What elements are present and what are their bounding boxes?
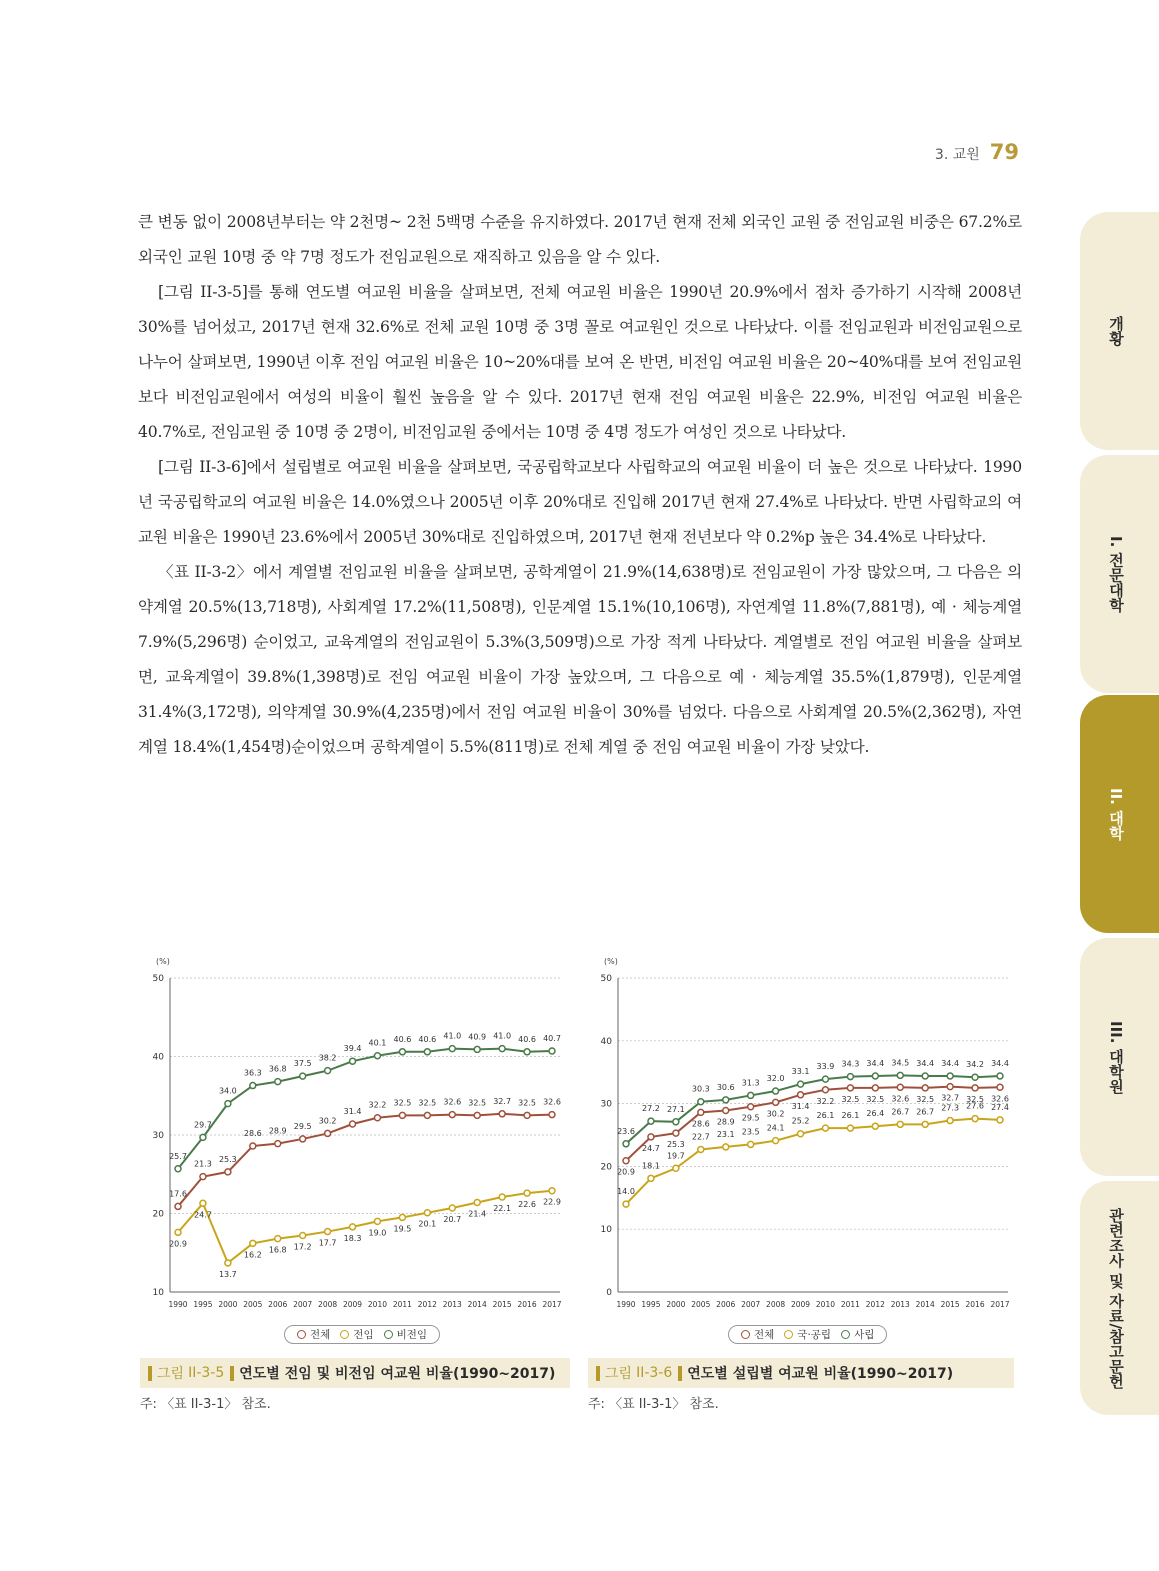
data-label: 32.2: [368, 1100, 387, 1110]
paragraph: [그림 II-3-5]를 통해 연도별 여교원 비율을 살펴보면, 전체 여교원 비율은 1990년 20.9%에서 점차 증가하기 시작해 2008년 30%를 넘어섰고, 2017년 현재 32.6%로 전체 교원 10명 중 3명 꼴로 여교원인 것으로 나타났다. 이를 전임교원과 비전임교원으로 나누어 살펴보면, 1990년 이후 전임 여교원 비율은 10~20%대를 보여 온 반면, 비전임 여교원 비율은 20~40%대를 보여 전임교원보다 비전임교원에서 여성의 비율이 훨씬 높음을 알 수 있다. 2017년 현재 전임 여교원 비율은 22.9%, 비전임 여교원 비율은 40.7%로, 전임교원 중 10명 중 2명이, 비전임교원 중에서는 10명 중 4명 정도가 여성인 것으로 나타났다.: [138, 283, 1022, 441]
x-tick-label: 2012: [865, 1300, 885, 1309]
data-point: [673, 1130, 679, 1136]
data-label: 40.6: [518, 1034, 536, 1044]
data-point: [997, 1084, 1003, 1090]
data-point: [200, 1200, 206, 1206]
data-point: [822, 1087, 828, 1093]
data-label: 27.6: [966, 1101, 984, 1111]
tab-university[interactable]: [1080, 695, 1159, 933]
data-label: 20.1: [418, 1219, 437, 1229]
data-point: [374, 1053, 380, 1059]
figure-title: 연도별 설립별 여교원 비율(1990~2017): [687, 1366, 954, 1382]
x-tick-label: 2017: [990, 1300, 1010, 1309]
data-label: 17.6: [169, 1189, 187, 1199]
data-label: 20.7: [443, 1215, 462, 1225]
y-tick-label: 20: [152, 1209, 164, 1220]
data-label: 24.1: [766, 1123, 785, 1133]
data-point: [673, 1165, 679, 1171]
data-point: [822, 1076, 828, 1082]
data-label: 16.8: [268, 1245, 287, 1255]
data-label: 25.3: [218, 1154, 237, 1164]
data-label: 25.2: [791, 1116, 810, 1126]
data-label: 24.7: [642, 1143, 660, 1153]
data-label: 34.3: [841, 1059, 860, 1069]
data-label: 40.9: [468, 1032, 487, 1042]
data-label: 19.0: [368, 1228, 387, 1238]
legend-item: 사립: [841, 1327, 874, 1342]
data-point: [798, 1131, 804, 1137]
x-tick-label: 2010: [367, 1300, 388, 1309]
data-point: [474, 1112, 480, 1118]
data-point: [499, 1194, 505, 1200]
data-point: [275, 1236, 281, 1242]
data-point: [623, 1141, 629, 1147]
data-point: [847, 1085, 853, 1091]
data-label: 33.1: [791, 1067, 810, 1077]
data-label: 23.5: [741, 1127, 760, 1137]
data-label: 34.4: [916, 1058, 935, 1068]
data-label: 27.3: [941, 1103, 960, 1113]
data-label: 19.5: [393, 1224, 412, 1234]
data-label: 25.7: [169, 1151, 187, 1161]
tab-junior-college[interactable]: [1080, 455, 1159, 693]
y-unit-label: (%): [604, 957, 618, 966]
data-point: [648, 1134, 654, 1140]
tab-label: I. 전문대학: [1107, 535, 1125, 613]
figure-note: 주: 〈표 II-3-1〉 참조.: [140, 1397, 271, 1412]
data-point: [798, 1092, 804, 1098]
data-label: 40.1: [368, 1038, 387, 1048]
x-tick-label: 2007: [741, 1300, 761, 1309]
data-point: [972, 1074, 978, 1080]
data-point: [698, 1099, 704, 1105]
data-label: 22.9: [543, 1197, 561, 1207]
data-point: [549, 1048, 555, 1054]
x-tick-label: 2016: [965, 1300, 985, 1309]
data-point: [399, 1214, 405, 1220]
data-label: 18.3: [343, 1233, 362, 1243]
data-point: [250, 1240, 256, 1246]
data-label: 32.5: [866, 1094, 885, 1104]
y-tick-label: 50: [152, 974, 164, 984]
y-tick-label: 40: [600, 1036, 612, 1047]
data-label: 21.4: [468, 1209, 487, 1219]
data-point: [897, 1072, 903, 1078]
x-tick-label: 2009: [790, 1300, 811, 1309]
data-label: 41.0: [493, 1031, 512, 1041]
data-point: [897, 1121, 903, 1127]
data-point: [524, 1049, 530, 1055]
y-tick-label: 30: [600, 1099, 612, 1110]
x-tick-label: 2015: [940, 1300, 960, 1309]
data-label: 13.7: [218, 1269, 237, 1279]
data-point: [947, 1118, 953, 1124]
figure-note: 주: 〈표 II-3-1〉 참조.: [588, 1397, 719, 1412]
body-text: [138, 205, 1022, 765]
data-label: 20.9: [617, 1167, 635, 1177]
data-label: 17.2: [293, 1242, 312, 1252]
data-point: [972, 1085, 978, 1091]
data-point: [872, 1073, 878, 1079]
data-label: 30.2: [766, 1109, 785, 1119]
data-point: [300, 1136, 306, 1142]
legend-item: 전체: [297, 1327, 330, 1342]
y-tick-label: 20: [600, 1162, 612, 1173]
page-number: 79: [989, 140, 1019, 164]
data-label: 32.0: [766, 1074, 785, 1084]
data-point: [748, 1092, 754, 1098]
x-tick-label: 2000: [218, 1300, 238, 1309]
data-point: [524, 1190, 530, 1196]
data-label: 32.6: [443, 1097, 462, 1107]
data-point: [275, 1079, 281, 1085]
data-label: 30.6: [716, 1082, 735, 1092]
x-tick-label: 1995: [193, 1300, 213, 1309]
x-tick-label: 2006: [716, 1300, 736, 1309]
data-label: 26.4: [866, 1109, 885, 1119]
paragraph: 〈표 II-3-2〉에서 계열별 전임교원 비율을 살펴보면, 공학계열이 21.9%(14,638명)로 전임교원이 가장 많았으며, 그 다음은 의약계열 20.5%(13,718명), 사회계열 17.2%(11,508명), 인문계열 15.1%(10,106명), 자연계열 11.8%(7,881명), 예 · 체능계열 7.9%(5,296명) 순이었고, 교육계열의 전임교원이 5.3%(3,509명)으로 가장 적게 나타났다. 계열별로 전임 여교원 비율을 살펴보면, 교육계열이 39.8%(1,398명)로 전임 여교원 비율이 가장 높았으며, 그 다음으로 예 · 체능계열 35.5%(1,879명), 인문계열 31.4%(3,172명), 의약계열 30.9%(4,235명)에서 전임 여교원 비율이 30%를 넘었다. 다음으로 사회계열 20.5%(2,362명), 자연계열 18.4%(1,454명)순이었으며 공학계열이 5.5%(811명)로 전체 계열 중 전임 여교원 비율이 가장 낮았다.: [138, 563, 1022, 756]
data-label: 26.7: [916, 1107, 935, 1117]
data-point: [175, 1166, 181, 1172]
data-label: 21.3: [194, 1159, 212, 1169]
series-line: [178, 1191, 552, 1263]
data-label: 32.2: [816, 1096, 835, 1106]
figure-caption: 그림 II-3-6 연도별 설립별 여교원 비율(1990~2017): [588, 1358, 1014, 1388]
data-label: 32.5: [468, 1098, 487, 1108]
data-point: [474, 1200, 480, 1206]
tab-label: 개황: [1107, 316, 1125, 346]
data-label: 34.5: [891, 1058, 910, 1068]
x-tick-label: 2008: [318, 1300, 338, 1309]
x-tick-label: 2010: [815, 1300, 836, 1309]
data-point: [773, 1088, 779, 1094]
data-point: [225, 1260, 231, 1266]
data-point: [947, 1073, 953, 1079]
data-label: 39.4: [343, 1044, 362, 1054]
legend: [284, 1325, 440, 1344]
data-label: 40.6: [418, 1034, 437, 1044]
data-point: [250, 1083, 256, 1089]
y-unit-label: (%): [156, 957, 170, 966]
data-label: 22.6: [518, 1200, 536, 1210]
data-label: 32.5: [418, 1098, 437, 1108]
data-label: 32.5: [916, 1094, 935, 1104]
data-label: 32.5: [393, 1098, 412, 1108]
legend-item: 전임: [340, 1327, 373, 1342]
data-point: [449, 1205, 455, 1211]
data-label: 32.7: [941, 1093, 960, 1103]
data-point: [449, 1112, 455, 1118]
data-label: 32.5: [966, 1094, 984, 1104]
data-label: 18.1: [642, 1161, 660, 1171]
data-point: [374, 1115, 380, 1121]
x-tick-label: 2013: [442, 1300, 462, 1309]
paragraph: [그림 II-3-6]에서 설립별로 여교원 비율을 살펴보면, 국공립학교보다 사립학교의 여교원 비율이 더 높은 것으로 나타났다. 1990년 국공립학교의 여교원 비율은 14.0%였으나 2005년 이후 20%대로 진입해 2017년 현재 27.4%로 나타났다. 반면 사립학교의 여교원 비율은 1990년 23.6%에서 2005년 30%대로 진입하였으며, 2017년 현재 전년보다 약 0.2%p 높은 34.4%로 나타났다.: [138, 458, 1022, 546]
data-label: 16.2: [243, 1250, 262, 1260]
data-point: [723, 1108, 729, 1114]
data-point: [499, 1046, 505, 1052]
y-tick-label: 10: [152, 1288, 164, 1298]
data-label: 22.7: [691, 1132, 710, 1142]
data-point: [374, 1218, 380, 1224]
legend-item: 국·공립: [784, 1327, 831, 1342]
data-label: 34.0: [218, 1086, 237, 1096]
data-point: [748, 1104, 754, 1110]
data-label: 29.5: [293, 1121, 312, 1131]
data-label: 33.9: [816, 1062, 835, 1072]
data-point: [947, 1084, 953, 1090]
data-point: [549, 1188, 555, 1194]
data-point: [922, 1073, 928, 1079]
x-tick-label: 2014: [467, 1300, 487, 1309]
data-point: [225, 1101, 231, 1107]
x-tick-label: 2005: [691, 1300, 711, 1309]
data-label: 32.6: [543, 1097, 561, 1107]
y-tick-label: 0: [606, 1288, 612, 1298]
tab-label: III. 대학원: [1107, 1020, 1125, 1094]
tab-label: 관련조사 및 자료/참고문헌: [1107, 1207, 1125, 1389]
data-point: [897, 1084, 903, 1090]
line-chart-by-establishment: [588, 952, 1018, 1322]
data-point: [922, 1121, 928, 1127]
data-label: 32.6: [891, 1094, 910, 1104]
data-point: [648, 1175, 654, 1181]
legend-item: 비전임: [384, 1327, 427, 1342]
data-point: [773, 1138, 779, 1144]
legend: [728, 1325, 887, 1344]
data-label: 32.6: [991, 1094, 1009, 1104]
data-label: 34.2: [966, 1060, 984, 1070]
data-point: [325, 1130, 331, 1136]
y-tick-label: 30: [152, 1131, 164, 1141]
data-point: [424, 1112, 430, 1118]
data-point: [350, 1121, 356, 1127]
data-point: [424, 1049, 430, 1055]
data-label: 29.7: [194, 1120, 212, 1130]
data-point: [549, 1112, 555, 1118]
y-tick-label: 50: [600, 974, 612, 984]
x-tick-label: 2013: [890, 1300, 910, 1309]
x-tick-label: 2007: [293, 1300, 313, 1309]
data-label: 27.2: [642, 1104, 660, 1114]
x-tick-label: 2011: [392, 1300, 412, 1309]
data-label: 32.5: [841, 1094, 860, 1104]
data-point: [325, 1229, 331, 1235]
data-point: [524, 1112, 530, 1118]
data-point: [200, 1134, 206, 1140]
data-point: [723, 1144, 729, 1150]
data-point: [623, 1158, 629, 1164]
data-point: [798, 1081, 804, 1087]
data-point: [648, 1118, 654, 1124]
data-label: 24.7: [194, 1210, 212, 1220]
y-tick-label: 40: [152, 1052, 164, 1063]
data-label: 41.0: [443, 1031, 462, 1041]
data-label: 31.4: [343, 1107, 362, 1117]
data-label: 34.4: [941, 1058, 960, 1068]
figure-caption: 그림 II-3-5 연도별 전임 및 비전임 여교원 비율(1990~2017): [140, 1358, 570, 1388]
data-point: [822, 1125, 828, 1131]
data-label: 27.4: [991, 1102, 1009, 1112]
x-tick-label: 1990: [616, 1300, 636, 1309]
data-point: [350, 1224, 356, 1230]
data-point: [922, 1085, 928, 1091]
data-point: [872, 1085, 878, 1091]
data-point: [350, 1058, 356, 1064]
data-point: [847, 1074, 853, 1080]
x-tick-label: 2006: [268, 1300, 288, 1309]
data-point: [175, 1229, 181, 1235]
data-label: 28.6: [243, 1128, 262, 1138]
data-label: 28.9: [716, 1117, 735, 1127]
data-label: 20.9: [169, 1239, 187, 1249]
line-chart-full-parttime: [140, 952, 570, 1322]
data-point: [623, 1201, 629, 1207]
x-tick-label: 2011: [840, 1300, 860, 1309]
page-header: [935, 140, 1019, 164]
data-point: [399, 1112, 405, 1118]
data-point: [673, 1119, 679, 1125]
data-label: 34.4: [866, 1058, 885, 1068]
data-point: [325, 1068, 331, 1074]
data-label: 22.1: [493, 1204, 512, 1214]
data-point: [997, 1117, 1003, 1123]
data-point: [250, 1143, 256, 1149]
x-tick-label: 2017: [542, 1300, 562, 1309]
data-point: [300, 1073, 306, 1079]
data-label: 40.6: [393, 1034, 412, 1044]
data-point: [773, 1099, 779, 1105]
data-point: [997, 1073, 1003, 1079]
data-point: [748, 1141, 754, 1147]
data-label: 31.3: [741, 1078, 760, 1088]
data-point: [499, 1111, 505, 1117]
data-point: [698, 1109, 704, 1115]
data-label: 26.1: [841, 1111, 860, 1121]
x-tick-label: 1995: [641, 1300, 661, 1309]
data-label: 25.3: [666, 1140, 685, 1150]
x-tick-label: 2016: [517, 1300, 537, 1309]
tab-graduate-school[interactable]: [1080, 938, 1159, 1176]
x-tick-label: 2000: [666, 1300, 686, 1309]
tab-label: II. 대학: [1107, 787, 1125, 841]
data-label: 19.7: [666, 1151, 685, 1161]
data-point: [698, 1146, 704, 1152]
data-label: 40.7: [543, 1034, 561, 1044]
data-label: 31.4: [791, 1101, 810, 1111]
data-point: [847, 1125, 853, 1131]
series-line: [178, 1049, 552, 1169]
data-label: 26.7: [891, 1107, 910, 1117]
data-point: [449, 1046, 455, 1052]
legend-item: 전체: [741, 1327, 774, 1342]
data-label: 17.7: [318, 1238, 337, 1248]
data-label: 23.1: [716, 1129, 735, 1139]
data-label: 30.3: [691, 1084, 710, 1094]
data-label: 32.5: [518, 1098, 536, 1108]
data-point: [200, 1174, 206, 1180]
data-label: 38.2: [318, 1053, 337, 1063]
tab-references[interactable]: [1080, 1181, 1159, 1415]
data-label: 29.5: [741, 1113, 760, 1123]
data-label: 28.9: [268, 1126, 287, 1136]
data-point: [175, 1203, 181, 1209]
data-point: [474, 1046, 480, 1052]
data-label: 34.4: [991, 1058, 1009, 1068]
data-label: 23.6: [617, 1126, 635, 1136]
data-label: 36.8: [268, 1064, 287, 1074]
y-tick-label: 10: [600, 1225, 612, 1236]
data-label: 27.1: [666, 1104, 685, 1114]
data-point: [399, 1049, 405, 1055]
data-point: [225, 1169, 231, 1175]
paragraph: 큰 변동 없이 2008년부터는 약 2천명~ 2천 5백명 수준을 유지하였다. 2017년 현재 전체 외국인 교원 중 전임교원 비중은 67.2%로 외국인 교원 10명 중 약 7명 정도가 전임교원으로 재직하고 있음을 알 수 있다.: [138, 213, 1022, 266]
figure-title: 연도별 전임 및 비전임 여교원 비율(1990~2017): [239, 1366, 556, 1382]
x-tick-label: 2015: [492, 1300, 512, 1309]
data-label: 26.1: [816, 1111, 835, 1121]
data-point: [424, 1210, 430, 1216]
data-label: 28.6: [691, 1119, 710, 1129]
x-tick-label: 2005: [243, 1300, 263, 1309]
section-label: 3. 교원: [934, 147, 980, 163]
data-point: [872, 1123, 878, 1129]
data-point: [723, 1097, 729, 1103]
x-tick-label: 2008: [766, 1300, 786, 1309]
data-point: [300, 1232, 306, 1238]
tab-overview[interactable]: [1080, 212, 1159, 450]
x-tick-label: 2009: [342, 1300, 363, 1309]
x-tick-label: 2012: [417, 1300, 437, 1309]
data-label: 32.7: [493, 1096, 512, 1106]
data-label: 14.0: [617, 1187, 635, 1197]
data-point: [275, 1141, 281, 1147]
data-label: 37.5: [293, 1059, 312, 1069]
data-point: [972, 1116, 978, 1122]
x-tick-label: 2014: [915, 1300, 935, 1309]
data-label: 30.2: [318, 1116, 337, 1126]
x-tick-label: 1990: [168, 1300, 188, 1309]
data-label: 36.3: [243, 1068, 262, 1078]
